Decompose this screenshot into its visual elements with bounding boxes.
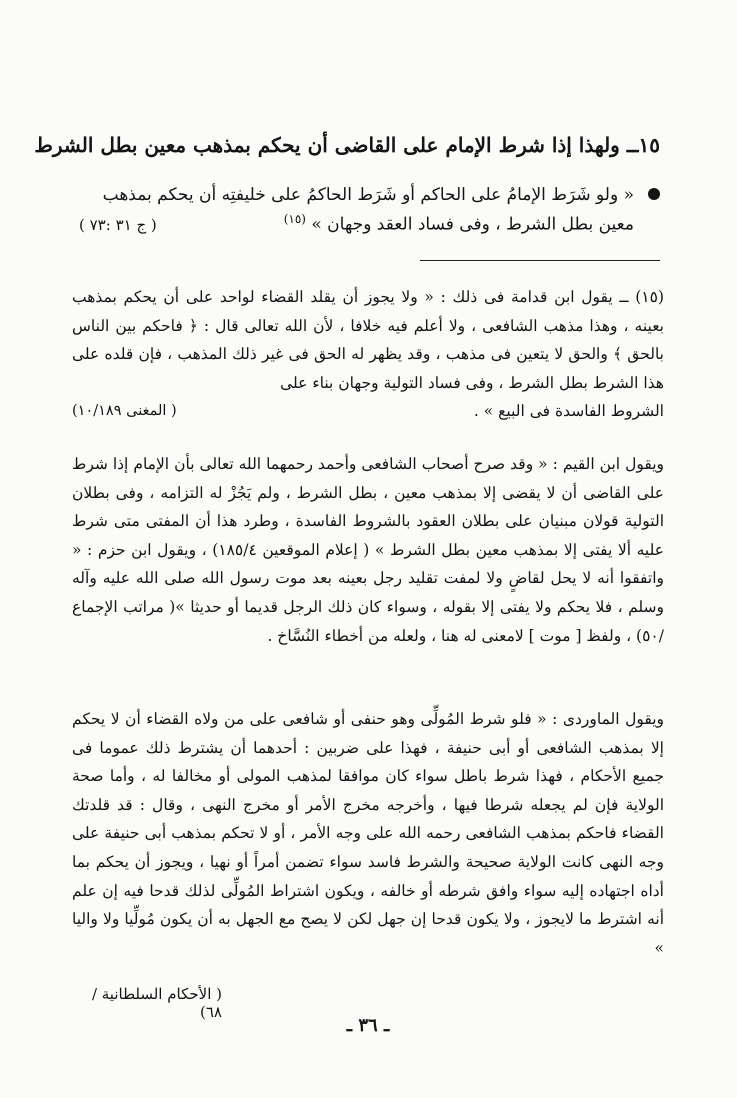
quote-reference: ( ج ٣١ :٧٣ ): [79, 216, 157, 234]
quote-line-2: [284, 212, 634, 235]
footnote-marker[interactable]: (١٥): [283, 212, 306, 226]
quote-line-2-row: [79, 212, 634, 235]
footnote-source: ( الأحكام السلطانية /٦٨): [91, 985, 222, 1021]
footnote-p1-reference: ( المغنى ١٠/١٨٩): [72, 403, 177, 420]
footnote-paragraph-1: [72, 283, 664, 426]
footnote-p1-last-line: [72, 397, 664, 426]
quote-line-1: « ولو شَرَط الإمامُ على الحاكم أو شَرَط الحاكمُ على خليفتِه أن يحكم بمذهب: [102, 185, 634, 205]
footnote-p1-text: (١٥) ــ يقول ابن قدامة فى ذلك : « ولا يجوز أن يقلد القضاء لواحد على أن يحكم بمذهب بعينه ، وهذا مذهب الشافعى ، ولا أعلم فيه خلافا ، لأن الله تعالى قال : ﴿ فاحكم بين الناس بالحق ﴾ والحق لا يتعين فى مذهب ، وقد يظهر له الحق فى غير ذلك المذهب ، فإن قلده على هذا الشرط بطل الشرط ، وفى فساد التولية وجهان بناء على: [72, 288, 664, 392]
footnote-divider: [420, 260, 660, 261]
footnote-p1-last: الشروط الفاسدة فى البيع » .: [473, 402, 664, 421]
footnote-paragraph-2: ويقول ابن القيم : « وقد صرح أصحاب الشافعى وأحمد رحمهما الله تعالى بأن الإمام إذا شرط على القاضى أن لا يقضى إلا بمذهب معين ، بطل الشرط ، ولم يَجُزْ له التزامه ، وفى بطلان التولية قولان مبنيان على بطلان العقود بالشروط الفاسدة ، وطرد هذا أن المفتى متى شرط عليه ألا يفتى إلا بمذهب معين بطل الشرط » ( إعلام الموقعين ١٨٥/٤) ، ويقول ابن حزم : « واتفقوا أنه لا يحل لقاضٍ ولا لمفت تقليد رجل بعينه بعد موت رسول الله صلى الله عليه وآله وسلم ، فلا يحكم ولا يفتى إلا بقوله ، وسواء كان ذلك الرجل قديما أو حديثا »( مراتب الإجماع /٥٠) ، ولفظ [ موت ] لامعنى له هنا ، ولعله من أخطاء النُسَّاخ .: [72, 455, 664, 645]
footnote-paragraph-3: ويقول الماوردى : « فلو شرط المُولِّى وهو حنفى أو شافعى على من ولاه القضاء أن لا يحكم إلا بمذهب الشافعى أو أبى حنيفة ، فهذا على ضربين : أحدهما أن يشترط ذلك عموما فى جميع الأحكام ، فهذا شرط باطل سواء كان موافقا لمذهب المولى أو مخالفا له ، وأما صحة الولاية فإن لم يجعله شرطا فيها ، وأخرجه مخرج الأمر أو مخرج النهى ، وقال : قد قلدتك القضاء فاحكم بمذهب الشافعى رحمه الله على وجه الأمر ، أو لا تحكم بمذهب أبى حنيفة على وجه النهى كانت الولاية صحيحة والشرط فاسد سواء تضمن أمراً أو نهيا ، ويجوز أن يحكم بما أداه اجتهاده إليه سواء وافق شرطه أو خالفه ، ويكون اشتراط المُولِّى لذلك قدحا فيه إن علم أنه اشترط ما لايجوز ، ولا يكون قدحا إن جهل لكن لا يصح مع الجهل به أن يكون مُولِّيا ولا واليا »: [72, 710, 664, 957]
quote-line-2-text: معين بطل الشرط ، وفى فساد العقد وجهان »: [311, 214, 634, 235]
bullet-icon: [648, 188, 660, 200]
section-heading: ١٥ــ ولهذا إذا شرط الإمام على القاضى أن يحكم بمذهب معين بطل الشرط: [34, 133, 660, 157]
page-number: ـ ٣٦ ـ: [346, 1015, 390, 1036]
